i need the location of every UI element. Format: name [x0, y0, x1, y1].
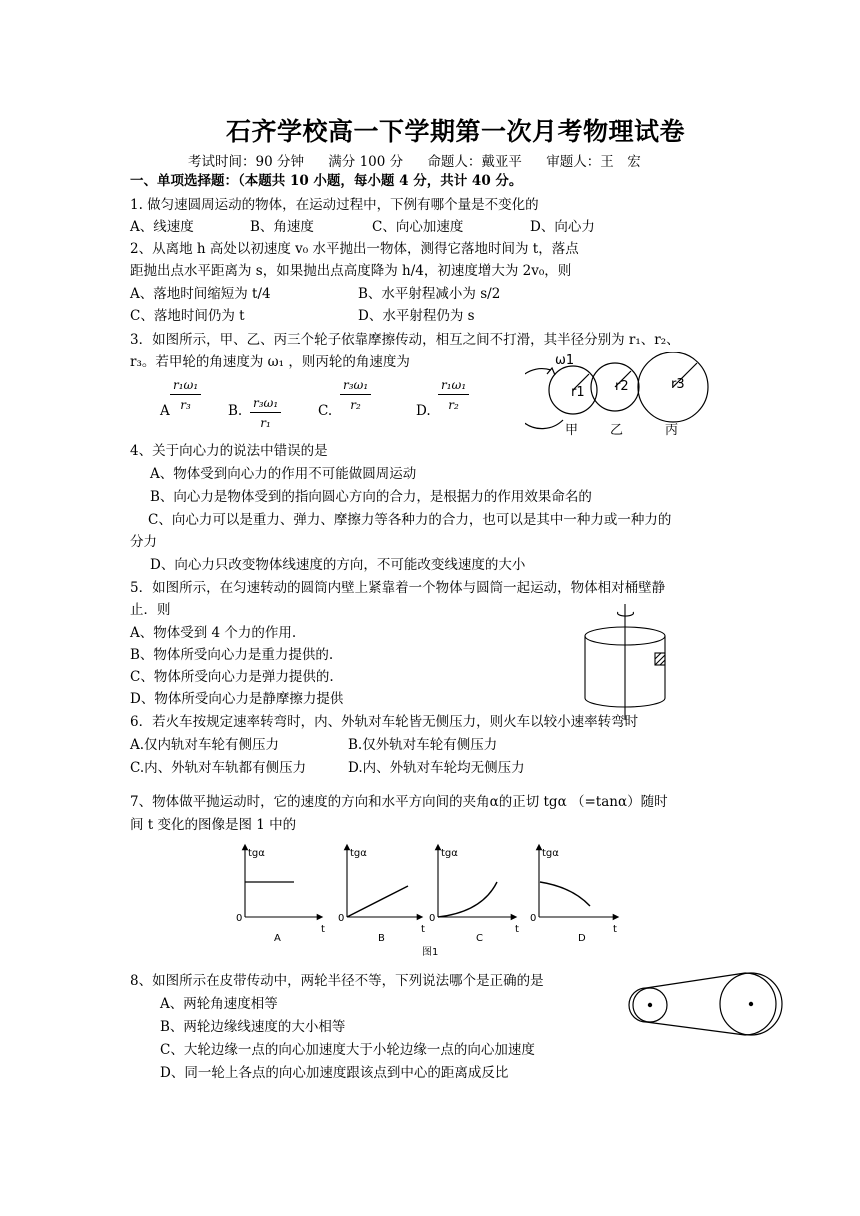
q8-stem: 8、如图所示在皮带传动中，两轮半径不等，下列说法哪个是正确的是: [130, 973, 544, 989]
graph-d-ylabel: tgα: [542, 848, 559, 859]
q6-option-b: B.仅外轨对车轮有侧压力: [348, 737, 498, 753]
exam-title: 石齐学校高一下学期第一次月考物理试卷: [226, 117, 686, 146]
q5-stem-line2: 止．则: [130, 602, 171, 618]
q5-stem-line1: 5．如图所示，在匀速转动的圆筒内壁上紧靠着一个物体与圆筒一起运动，物体相对桶壁静: [130, 580, 666, 596]
graph-c-ylabel: tgα: [441, 848, 458, 859]
q3-c-denominator: r₂: [350, 398, 361, 412]
q2-option-a: A、落地时间缩短为 t/4: [130, 286, 271, 302]
q4-option-b: B、向心力是物体受到的指向圆心方向的合力，是根据力的作用效果命名的: [150, 489, 592, 505]
q7-stem-line1: 7、物体做平抛运动时，它的速度的方向和水平方向间的夹角α的正切 tgα （=tanα）随时: [130, 794, 668, 810]
graph-c-label: C: [476, 933, 483, 944]
graph-a-label: A: [274, 933, 281, 944]
q3-a-numerator: r₁ω₁: [170, 378, 201, 395]
q5-cylinder-figure: [578, 604, 678, 722]
graph-a-origin: 0: [236, 913, 243, 924]
q5-option-a: A、物体受到 4 个力的作用.: [130, 625, 297, 641]
q6-stem: 6．若火车按规定速率转弯时，内、外轨对车轮皆无侧压力，则火车以较小速率转弯时: [130, 714, 639, 730]
label-jia: 甲: [565, 423, 579, 438]
q2-stem-line2: 距抛出点水平距离为 s，如果抛出点高度降为 h/4，初速度增大为 2v₀，则: [130, 263, 572, 279]
q8-option-c: C、大轮边缘一点的向心加速度大于小轮边缘一点的向心加速度: [160, 1042, 535, 1058]
q1-option-b: B、角速度: [250, 219, 314, 235]
q1-option-c: C、向心加速度: [372, 219, 464, 235]
q3-option-b-fraction: [250, 396, 281, 430]
graph-c-origin: 0: [429, 913, 436, 924]
q3-option-a-label: A: [160, 403, 170, 419]
small-wheel-center: [648, 1003, 652, 1007]
exam-time: 考试时间：90 分钟: [188, 154, 304, 170]
q2-option-d: D、水平射程仍为 s: [358, 308, 475, 324]
q3-c-numerator: r₃ω₁: [340, 378, 371, 395]
q4-option-c-line1: C、向心力可以是重力、弹力、摩擦力等各种力的合力，也可以是其中一种力或一种力的: [148, 512, 672, 528]
q3-option-c-label: C.: [318, 403, 333, 419]
q4-option-d: D、向心力只改变物体线速度的方向，不可能改变线速度的大小: [150, 557, 526, 573]
q7-graphs-figure: [232, 842, 624, 960]
q7-stem-line2: 间 t 变化的图像是图 1 中的: [130, 817, 297, 833]
label-bing: 丙: [665, 423, 679, 438]
q3-option-d-label: D.: [416, 403, 431, 419]
graph-b-label: B: [378, 933, 385, 944]
q4-stem: 4、关于向心力的说法中错误的是: [130, 443, 328, 459]
q1-stem: 1. 做匀速圆周运动的物体，在运动过程中，下例有哪个量是不变化的: [130, 197, 539, 213]
graph-a-xlabel: t: [321, 924, 325, 935]
section-heading: 一、单项选择题：（本题共 10 小题，每小题 4 分，共计 40 分。: [130, 173, 523, 189]
curve-c: [438, 882, 497, 917]
exam-author: 命题人：戴亚平: [427, 154, 522, 170]
exam-meta: [188, 150, 661, 170]
graph-b-origin: 0: [338, 913, 345, 924]
q5-option-b: B、物体所受向心力是重力提供的.: [130, 647, 334, 663]
q3-option-d-fraction: [438, 378, 469, 412]
q3-d-numerator: r₁ω₁: [438, 378, 469, 395]
q1-option-d: D、向心力: [530, 219, 595, 235]
q8-option-a: A、两轮角速度相等: [160, 996, 278, 1012]
q2-stem-line1: 2、从离地 h 高处以初速度 v₀ 水平抛出一物体，测得它落地时间为 t，落点: [130, 241, 579, 257]
q3-b-numerator: r₃ω₁: [250, 396, 281, 413]
omega-label: ω1: [555, 353, 575, 368]
figure-caption: 图1: [422, 947, 439, 958]
q4-option-c-line2: 分力: [130, 534, 157, 550]
q6-option-d: D.内、外轨对车轮均无侧压力: [348, 760, 525, 776]
graph-d-origin: 0: [530, 913, 537, 924]
q5-option-d: D、物体所受向心力是静摩擦力提供: [130, 691, 344, 707]
q3-option-a-fraction: [170, 378, 201, 412]
r2-label: r2: [615, 379, 629, 394]
curve-b: [347, 886, 408, 917]
q3-b-denominator: r₁: [260, 416, 271, 430]
q4-option-a: A、物体受到向心力的作用不可能做圆周运动: [150, 466, 417, 482]
exam-score: 满分 100 分: [328, 154, 404, 170]
q3-option-c-fraction: [340, 378, 371, 412]
q8-option-d: D、同一轮上各点的向心加速度跟该点到中心的距离成反比: [160, 1065, 509, 1081]
label-yi: 乙: [610, 423, 624, 438]
q3-stem-line1: 3．如图所示，甲、乙、丙三个轮子依靠摩擦传动，相互之间不打滑，其半径分别为 r₁、r₂、: [130, 332, 680, 348]
r1-label: r1: [571, 385, 585, 400]
q5-option-c: C、物体所受向心力是弹力提供的.: [130, 669, 334, 685]
q2-option-c: C、落地时间仍为 t: [130, 308, 245, 324]
r3-label: r3: [671, 377, 685, 392]
q1-option-a: A、线速度: [130, 219, 194, 235]
graph-b-ylabel: tgα: [350, 848, 367, 859]
q3-d-denominator: r₂: [448, 398, 459, 412]
q3-option-b-label: B.: [228, 403, 243, 419]
exam-reviewer: 审题人：王 宏: [546, 154, 641, 170]
graph-b-xlabel: t: [421, 924, 425, 935]
graph-c-xlabel: t: [515, 924, 519, 935]
q3-a-denominator: r₃: [180, 398, 191, 412]
q3-stem-line2: r₃。若甲轮的角速度为 ω₁ ，则丙轮的角速度为: [130, 354, 410, 370]
q6-option-a: A.仅内轨对车轮有侧压力: [130, 737, 280, 753]
q6-option-c: C.内、外轨对车轨都有侧压力: [130, 760, 307, 776]
q8-belt-figure: [628, 968, 784, 1044]
graph-a-ylabel: tgα: [248, 848, 265, 859]
q2-option-b: B、水平射程减小为 s/2: [358, 286, 501, 302]
q3-wheels-figure: [525, 352, 725, 442]
graph-d-label: D: [578, 933, 586, 944]
large-wheel-center: [749, 1002, 753, 1006]
rotation-arrow-arc: [525, 369, 563, 429]
curve-d: [540, 882, 590, 906]
belt-bottom: [646, 1022, 745, 1035]
q8-option-b: B、两轮边缘线速度的大小相等: [160, 1019, 346, 1035]
graph-d-xlabel: t: [613, 924, 617, 935]
